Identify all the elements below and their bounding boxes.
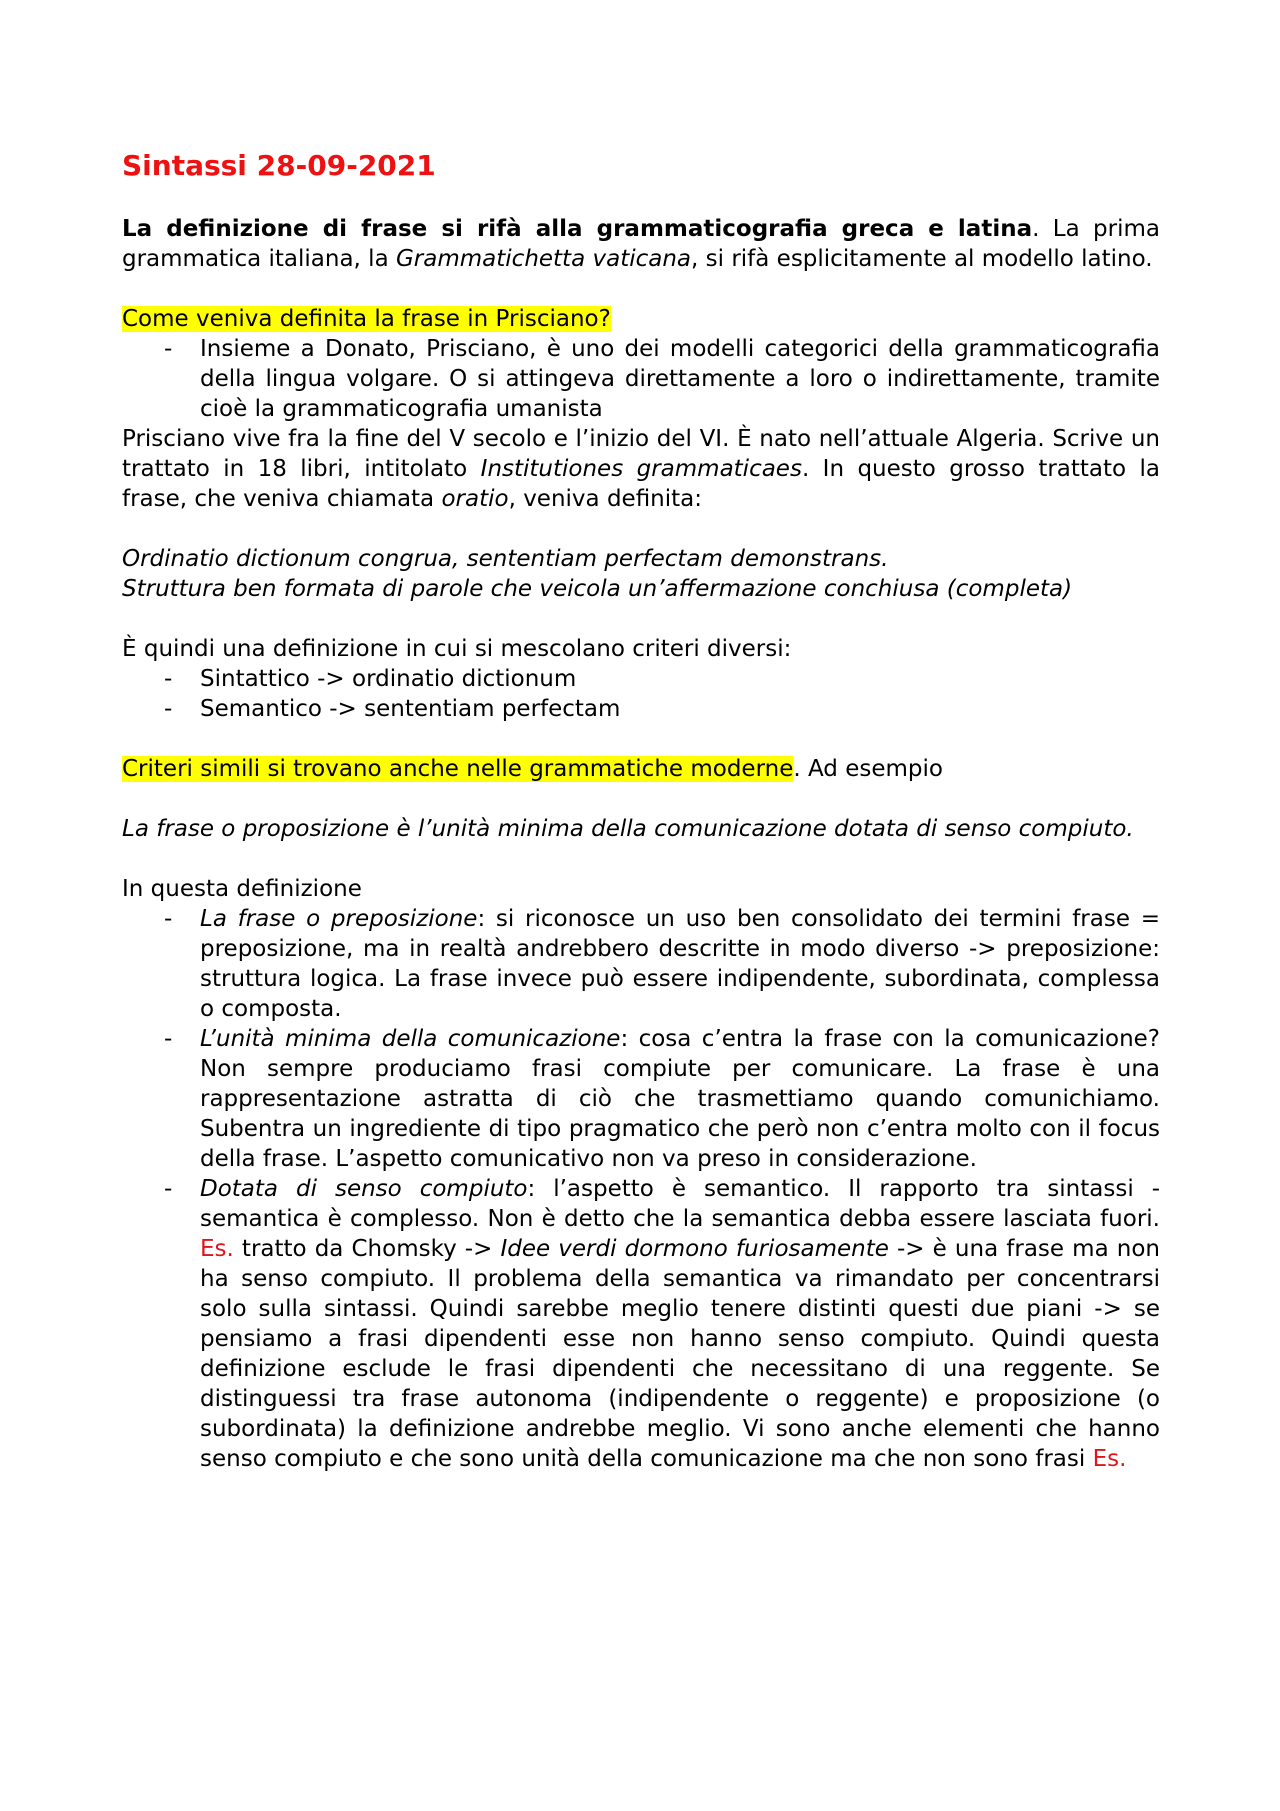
page-title: Sintassi 28-09-2021: [122, 149, 436, 182]
in-questa-definizione: In questa definizione: [122, 876, 362, 902]
prisciano-text-2: . In questo grosso trattato la frase, che veniva chiamata: [122, 456, 1161, 512]
modern-rest: . Ad esempio: [793, 756, 943, 782]
analysis-text: : cosa c’entra la frase con la comunicazione? Non sempre produciamo frasi compiute per comunicare. La frase è una rappresentazione astratta di ciò che trasmettiamo quando comunichiamo. Subentra un ingrediente di tipo pragmatico che però non c’entra molto con il focus della frase. L’aspetto comunicativo non va preso in considerazione.: [200, 1026, 1160, 1172]
list-item: [122, 904, 1160, 1024]
list-item: - Sintattico -> ordinatio dictionum: [122, 664, 1160, 694]
highlight-question: Come veniva definita la frase in Prisciano?: [122, 306, 611, 332]
analysis-term: Dotata di senso compiuto: [200, 1176, 528, 1202]
translation: [122, 574, 1160, 604]
intro-bold: La definizione di frase si rifà alla grammaticografia greca e latina: [122, 216, 1033, 242]
analysis-text: : l’aspetto è semantico. Il rapporto tra sintassi - semantica è complesso. Non è detto che la semantica debba essere lasciata fuori.: [200, 1176, 1160, 1232]
analysis-term: L’unità minima della comunicazione: [200, 1026, 621, 1052]
list-item: - Semantico -> sententiam perfectam: [122, 694, 1160, 724]
modern-paragraph: [122, 754, 1160, 784]
prisciano-text: Prisciano vive fra la fine del V secolo e l’inizio del VI. È nato nell’attuale Algeria. Scrive un trattato in 18 libri, intitolato: [122, 426, 1160, 482]
modern-def-text: La frase o proposizione è l’unità minima della comunicazione dotata di senso compiuto.: [122, 816, 1134, 842]
question-prisciano: [122, 304, 1160, 334]
analysis-term: La frase o preposizione: [200, 906, 478, 932]
analysis-text-3: -> è una frase ma non ha senso compiuto. Il problema della semantica va rimandato per concentrarsi solo sulla sintassi. Quindi sarebbe meglio tenere distinti questi due piani -> se pensiamo a frasi dipendenti esse non hanno senso compiuto. Quindi questa definizione esclude le frasi dipendenti che necessitano di una reggente. Se distinguessi tra frase autonoma (indipendente o reggente) e proposizione (o subordinata) la definizione andrebbe meglio. Vi sono anche elementi che hanno senso compiuto e che sono unità della comunicazione ma che non sono frasi: [200, 1236, 1160, 1472]
latin-definition: [122, 544, 1160, 574]
es-label: Es.: [1092, 1446, 1127, 1472]
es-label: Es.: [200, 1236, 234, 1262]
institutiones-italic: Institutiones grammaticaes: [480, 456, 802, 482]
modern-definition: [122, 814, 1160, 844]
analysis-list: [122, 904, 1160, 1474]
translation-text: Struttura ben formata di parole che veicola un’affermazione conchiusa (completa): [122, 576, 1073, 602]
intro-italic: Grammatichetta vaticana: [395, 246, 692, 272]
chomsky-example: Idee verdi dormono furiosamente: [500, 1236, 889, 1262]
latin-def-text: Ordinatio dictionum congrua, sententiam perfectam demonstrans.: [122, 546, 889, 572]
oratio-italic: oratio: [441, 486, 509, 512]
highlight-modern: Criteri simili si trovano anche nelle grammatiche moderne: [122, 756, 794, 782]
intro-text: . La prima grammatica italiana, la: [122, 216, 1160, 272]
list-item: - Insieme a Donato, Prisciano, è uno dei modelli categorici della grammaticografia della lingua volgare. O si attingeva direttamente a loro o indirettamente, tramite cioè la grammaticografia umanista: [122, 334, 1160, 424]
list-item: [122, 1174, 1160, 1474]
analysis-text-2: tratto da Chomsky ->: [233, 1236, 501, 1262]
list-item: [122, 1024, 1160, 1174]
intro-text-end: , si rifà esplicitamente al modello latino.: [691, 246, 1153, 272]
analysis-text: : si riconosce un uso ben consolidato dei termini frase = preposizione, ma in realtà andrebbero descritte in modo diverso -> preposizione: struttura logica. La frase invece può essere indipendente, subordinata, complessa o composta.: [200, 906, 1160, 1022]
intro-paragraph: [122, 214, 1160, 274]
prisciano-text-3: , veniva definita:: [508, 486, 703, 512]
prisciano-paragraph: [122, 424, 1160, 514]
criteria-list: [122, 664, 1160, 724]
list-prisciano: [122, 334, 1160, 424]
criteria-intro: È quindi una definizione in cui si mescolano criteri diversi:: [122, 636, 792, 662]
